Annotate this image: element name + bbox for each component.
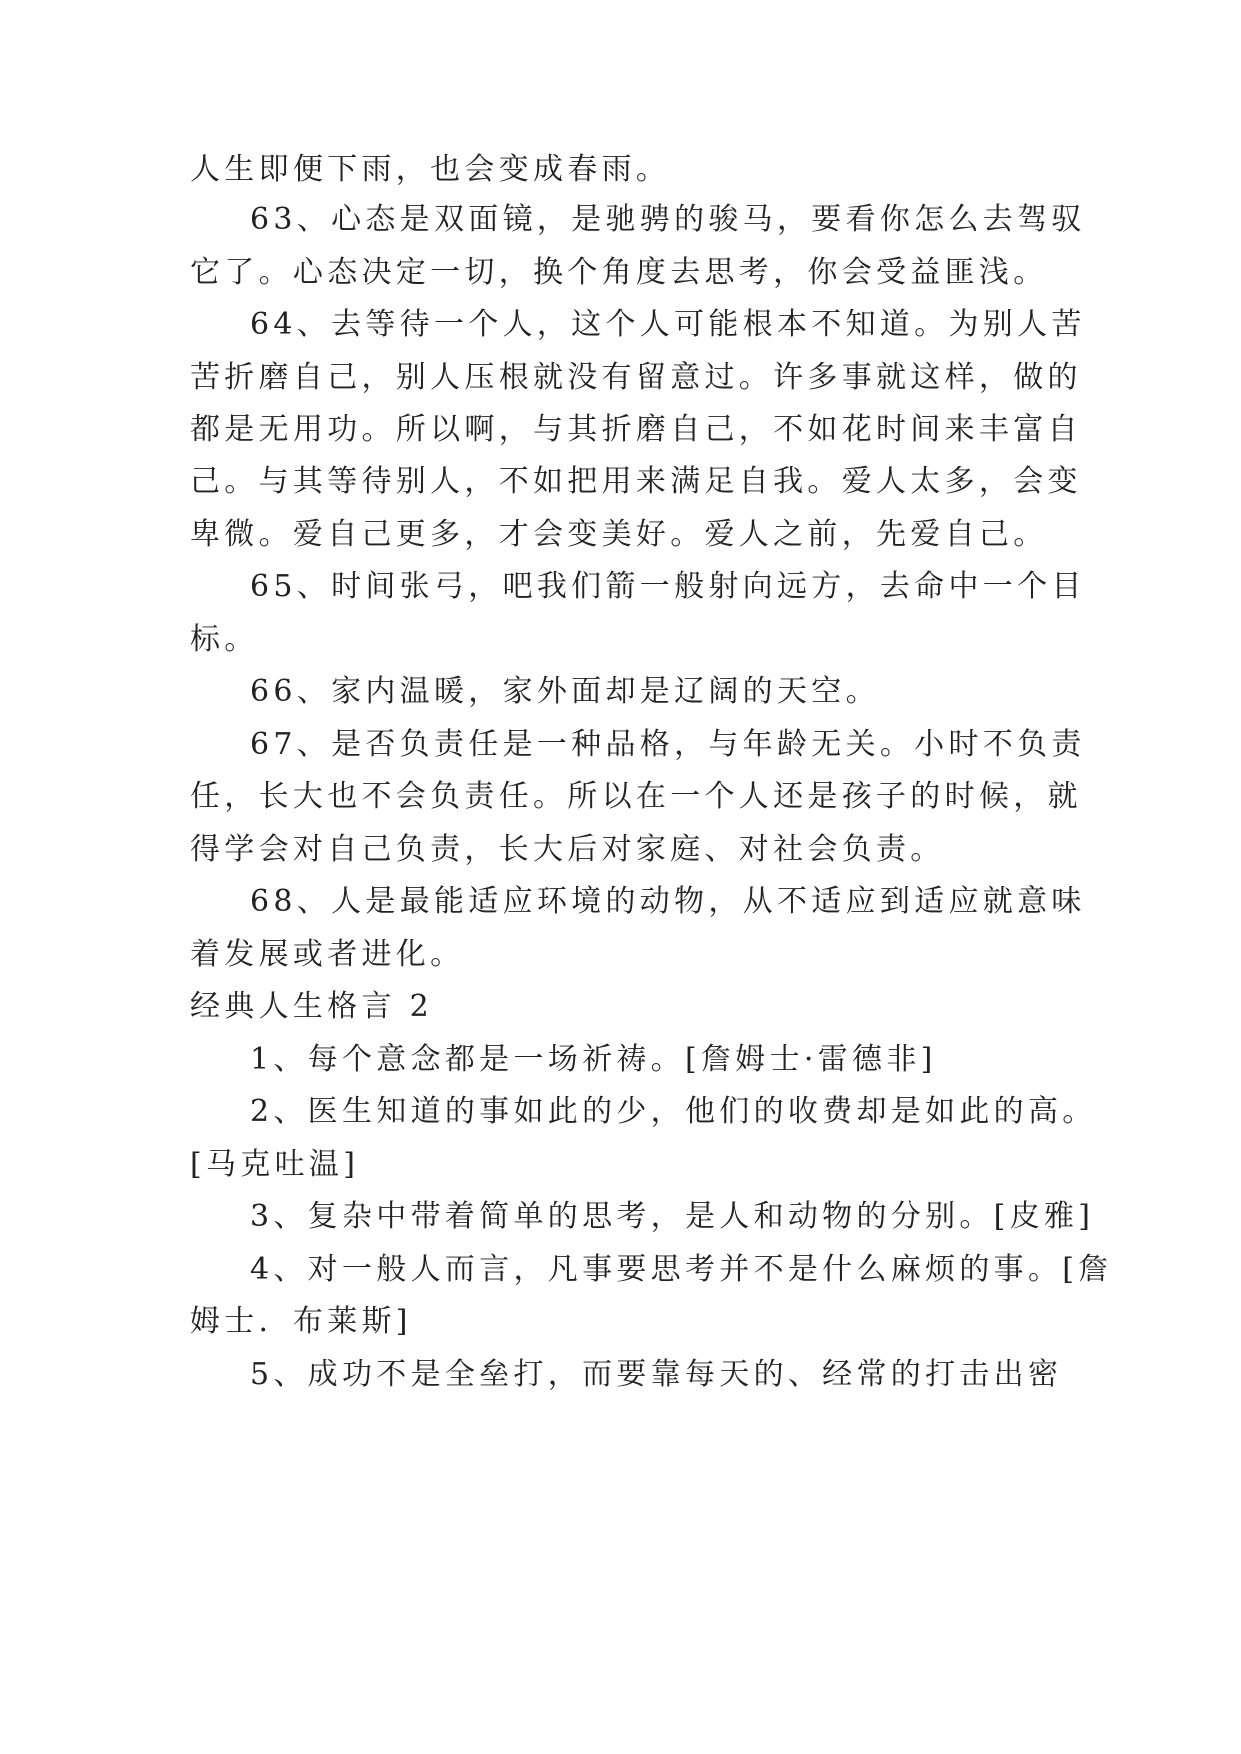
text-line: 得学会对自己负责，长大后对家庭、对社会负责。 [190,832,945,867]
text-line: 67、是否负责任是一种品格，与年龄无关。小时不负责 [250,727,1086,762]
text-line: 卑微。爱自己更多，才会变美好。爱人之前，先爱自己。 [190,517,1048,552]
text-line: 着发展或者进化。 [190,937,465,972]
text-line: 人生即便下雨，也会变成春雨。 [190,152,671,187]
text-line: 2、医生知道的事如此的少，他们的收费却是如此的高。 [250,1094,1097,1129]
text-line: 苦折磨自己，别人压根就没有留意过。许多事就这样，做的 [190,360,1082,395]
section-heading: 经典人生格言 2 [190,989,434,1024]
text-line: 5、成功不是全垒打，而要靠每天的、经常的打击出密 [250,1357,1063,1392]
text-line: 姆士．布莱斯] [190,1304,412,1339]
text-line: [马克吐温] [190,1147,360,1182]
text-line: 4、对一般人而言，凡事要思考并不是什么麻烦的事。[詹 [250,1252,1113,1287]
text-line: 都是无用功。所以啊，与其折磨自己，不如花时间来丰富自 [190,412,1082,447]
text-line: 己。与其等待别人，不如把用来满足自我。爱人太多，会变 [190,464,1082,499]
text-line: 66、家内温暖，家外面却是辽阔的天空。 [250,674,880,709]
text-line: 68、人是最能适应环境的动物，从不适应到适应就意味 [250,884,1086,919]
text-line: 3、复杂中带着简单的思考，是人和动物的分别。[皮雅] [250,1199,1095,1234]
text-line: 它了。心态决定一切，换个角度去思考，你会受益匪浅。 [190,255,1048,290]
text-line: 1、每个意念都是一场祈祷。[詹姆士·雷德非] [250,1042,937,1077]
text-line: 标。 [190,622,259,657]
text-line: 63、心态是双面镜，是驰骋的骏马，要看你怎么去驾驭 [250,202,1086,237]
text-line: 64、去等待一个人，这个人可能根本不知道。为别人苦 [250,307,1086,342]
text-line: 65、时间张弓，吧我们箭一般射向远方，去命中一个目 [250,569,1086,604]
text-line: 任，长大也不会负责任。所以在一个人还是孩子的时候，就 [190,779,1082,814]
